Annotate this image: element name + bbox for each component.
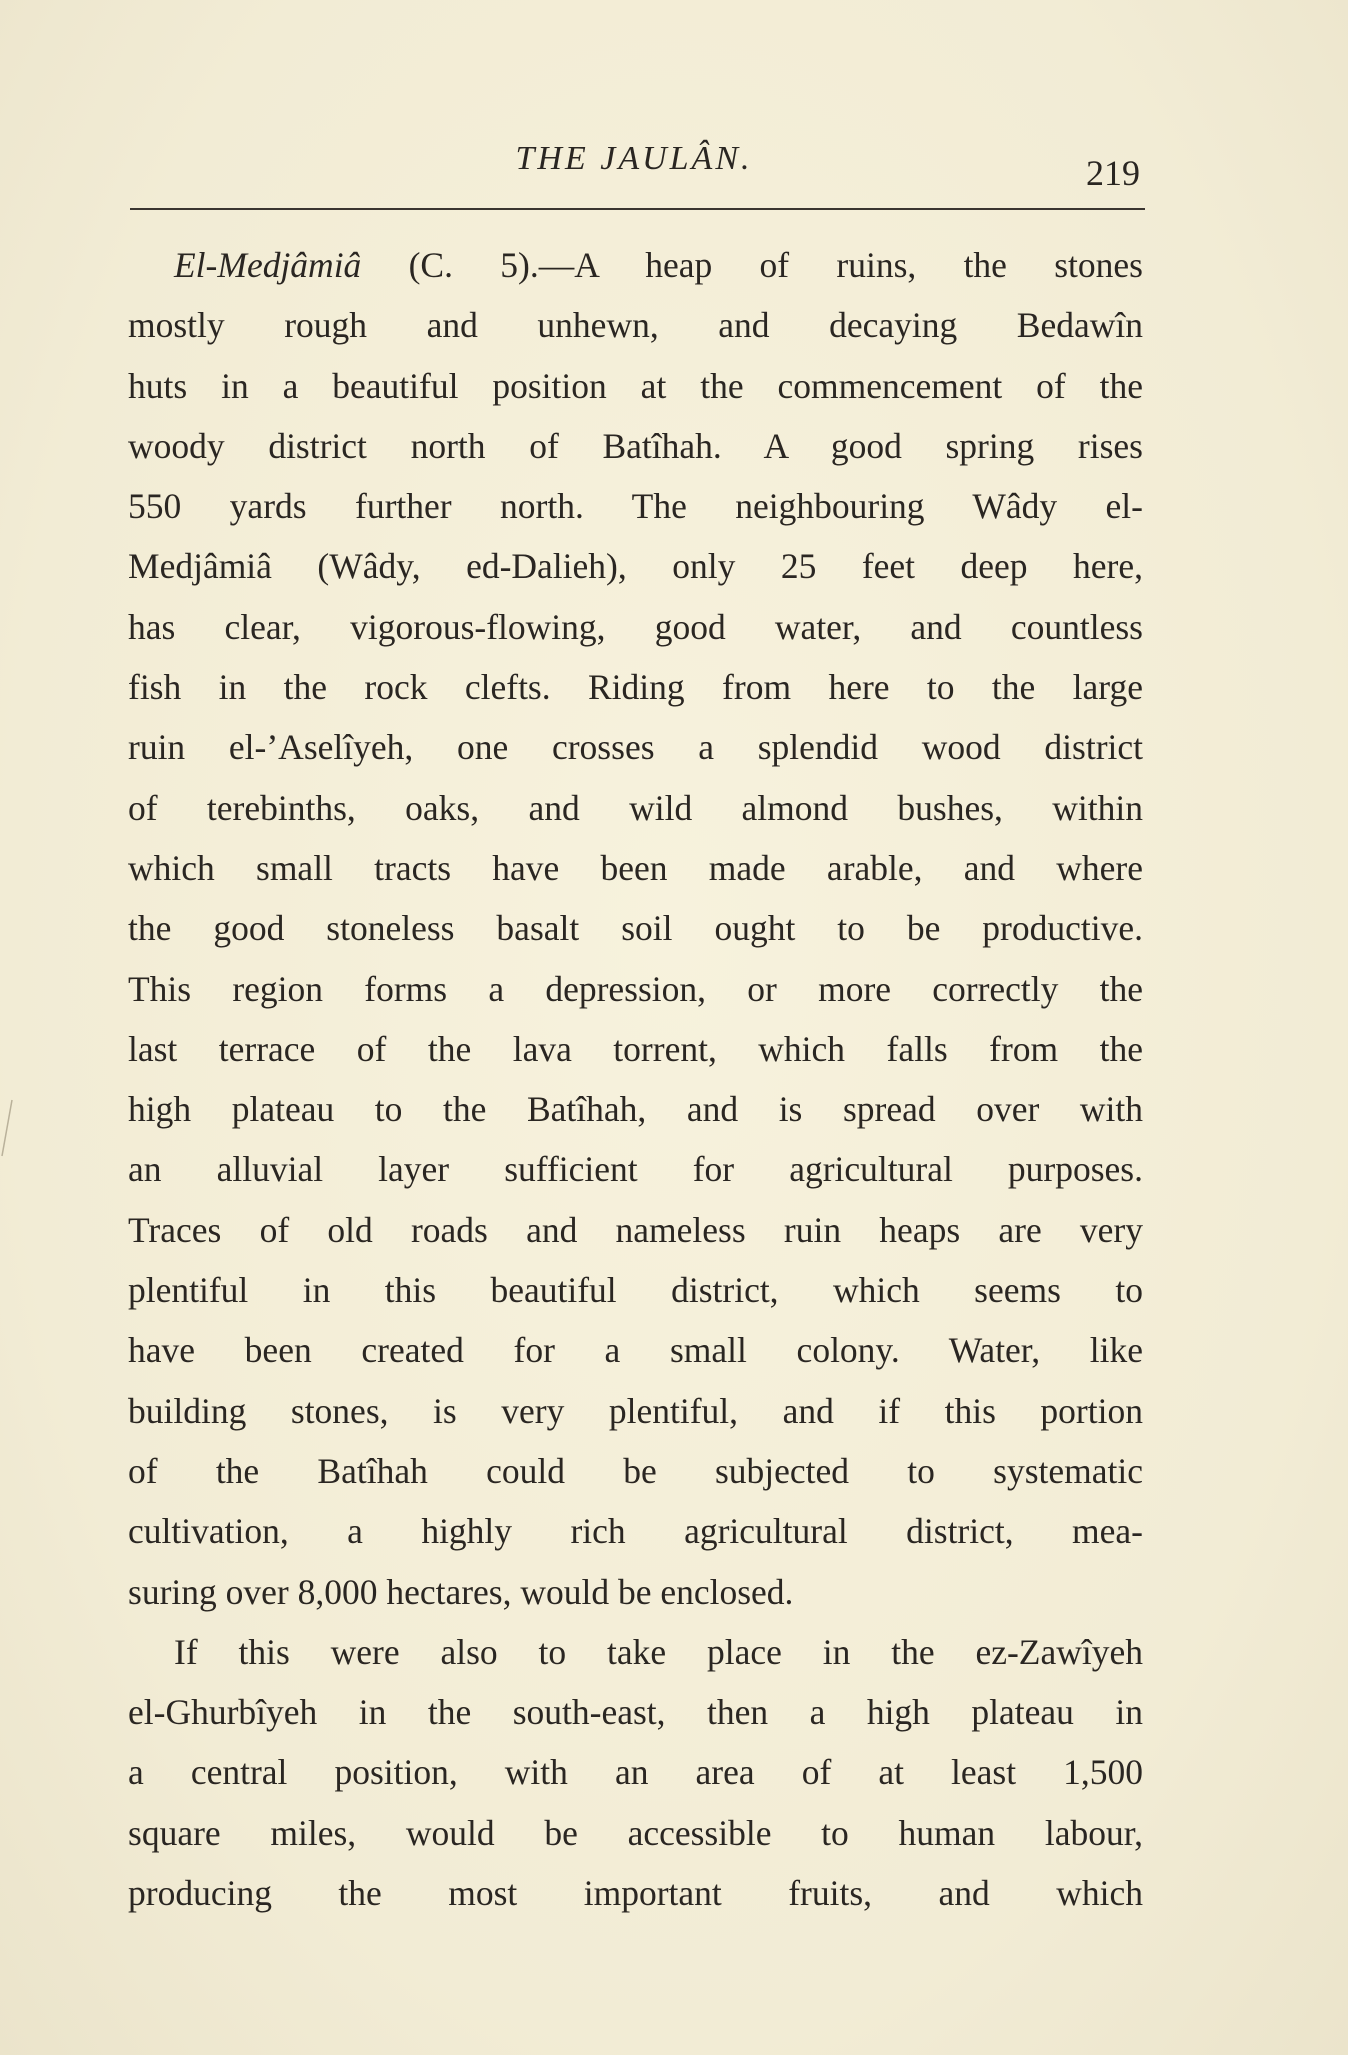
text-line: huts in a beautiful position at the commencement of the xyxy=(128,365,1143,406)
margin-pencil-mark xyxy=(0,1098,14,1158)
text-line: If this were also to take place in the ez-Zawîyeh xyxy=(174,1631,1143,1672)
text-line: El-Medjâmiâ (C. 5).—A heap of ruins, the stones xyxy=(174,245,1143,285)
text-line: 550 yards further north. The neighbouring Wâdy el- xyxy=(128,486,1143,527)
text-line: a central position, with an area of at least 1,500 xyxy=(128,1752,1143,1793)
text-line: has clear, vigorous-flowing, good water, and countless xyxy=(128,606,1143,647)
text-line: last terrace of the lava torrent, which falls from the xyxy=(128,1028,1143,1069)
text-line: This region forms a depression, or more correctly the xyxy=(128,968,1143,1009)
text-line: of terebinths, oaks, and wild almond bushes, within xyxy=(128,787,1143,828)
text-line: plentiful in this beautiful district, which seems to xyxy=(128,1270,1143,1311)
text-line: Traces of old roads and nameless ruin heaps are very xyxy=(128,1209,1143,1250)
text-line: woody district north of Batîhah. A good spring rises xyxy=(128,425,1143,466)
text-line: square miles, would be accessible to human labour, xyxy=(128,1812,1143,1853)
text-line: suring over 8,000 hectares, would be enclosed. xyxy=(128,1571,794,1612)
text-line: fish in the rock clefts. Riding from here to the large xyxy=(128,667,1143,708)
text-line: Medjâmiâ (Wâdy, ed-Dalieh), only 25 feet deep here, xyxy=(128,546,1143,587)
text-line: el-Ghurbîyeh in the south-east, then a high plateau in xyxy=(128,1692,1143,1733)
text-body xyxy=(128,235,1143,1923)
text-line: producing the most important fruits, and which xyxy=(128,1873,1143,1914)
text-line: mostly rough and unhewn, and decaying Bedawîn xyxy=(128,305,1143,346)
text-line: have been created for a small colony. Water, like xyxy=(128,1330,1143,1371)
text-line: ruin el-’Aselîyeh, one crosses a splendid wood district xyxy=(128,727,1143,768)
text-line: cultivation, a highly rich agricultural district, mea- xyxy=(128,1511,1143,1552)
page-number: 219 xyxy=(1086,153,1140,193)
text-line: an alluvial layer sufficient for agricultural purposes. xyxy=(128,1149,1143,1190)
entry-heading: El-Medjâmiâ xyxy=(174,245,362,285)
text-line: of the Batîhah could be subjected to systematic xyxy=(128,1450,1143,1491)
text-line: which small tracts have been made arable, and where xyxy=(128,847,1143,888)
running-title: THE JAULÂN. xyxy=(515,140,753,177)
header-rule xyxy=(130,208,1145,210)
text-line: high plateau to the Batîhah, and is spread over with xyxy=(128,1089,1143,1130)
text-line: the good stoneless basalt soil ought to be productive. xyxy=(128,908,1143,949)
running-head xyxy=(128,140,1140,193)
text-line: building stones, is very plentiful, and if this portion xyxy=(128,1390,1143,1431)
